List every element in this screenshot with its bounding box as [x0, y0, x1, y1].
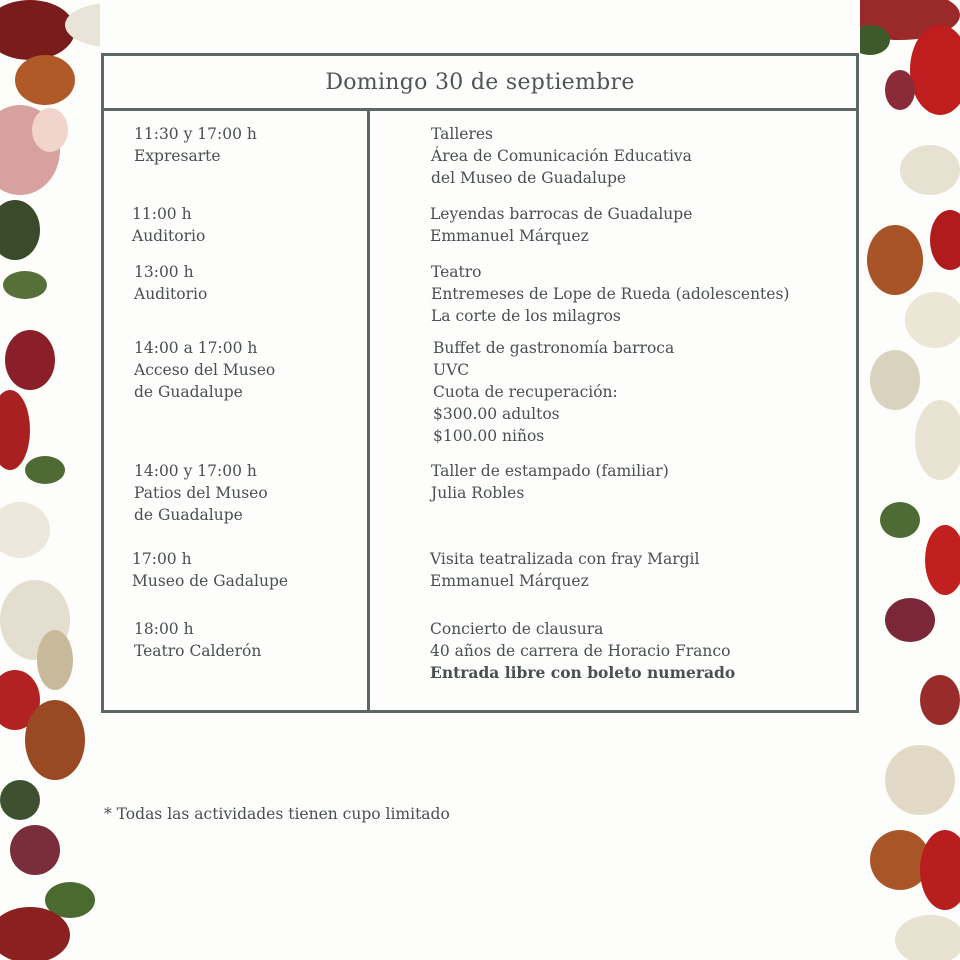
- event-detail: Teatro: [431, 263, 482, 281]
- event-detail: Taller de estampado (familiar): [431, 462, 669, 480]
- event-detail: Cuota de recuperación:: [433, 383, 618, 401]
- event-time: 14:00 y 17:00 h: [134, 462, 257, 480]
- event-highlight: Entrada libre con boleto numerado: [430, 663, 736, 682]
- schedule-table: [101, 53, 859, 713]
- event-place: de Guadalupe: [134, 383, 243, 401]
- event-place: Auditorio: [132, 227, 206, 245]
- event-detail: Visita teatralizada con fray Margil: [430, 550, 700, 568]
- event-detail: del Museo de Guadalupe: [431, 169, 627, 187]
- floral-border-left: [0, 0, 100, 960]
- event-time-place: [132, 203, 352, 247]
- event-time: 14:00 a 17:00 h: [134, 339, 258, 357]
- event-time-place: [134, 261, 354, 305]
- floral-border-right: [860, 0, 960, 960]
- schedule-title: Domingo 30 de septiembre: [104, 56, 856, 111]
- event-time-place: [132, 548, 352, 592]
- event-place: Teatro Calderón: [134, 642, 262, 660]
- event-time: 18:00 h: [134, 620, 194, 638]
- event-time-place: [134, 460, 354, 526]
- event-detail: $300.00 adultos: [433, 405, 560, 423]
- event-time-place: [134, 123, 354, 167]
- event-details: [431, 123, 851, 189]
- event-place: Museo de Gadalupe: [132, 572, 289, 590]
- event-place: Expresarte: [134, 147, 221, 165]
- event-detail: Emmanuel Márquez: [430, 572, 589, 590]
- event-details: [430, 548, 850, 592]
- event-details: [430, 203, 850, 247]
- event-place: Patios del Museo: [134, 484, 268, 502]
- event-detail: Emmanuel Márquez: [430, 227, 589, 245]
- event-detail: Área de Comunicación Educativa: [431, 147, 692, 165]
- event-detail: Concierto de clausura: [430, 620, 604, 638]
- event-detail: Leyendas barrocas de Guadalupe: [430, 205, 693, 223]
- event-place: Acceso del Museo: [134, 361, 276, 379]
- event-time: 17:00 h: [132, 550, 192, 568]
- column-divider: [367, 108, 370, 710]
- event-detail: Talleres: [431, 125, 493, 143]
- event-details: [430, 618, 850, 684]
- event-place: de Guadalupe: [134, 506, 243, 524]
- event-details: [431, 460, 851, 504]
- event-detail: La corte de los milagros: [431, 307, 621, 325]
- event-time: 11:30 y 17:00 h: [134, 125, 257, 143]
- event-detail: Julia Robles: [431, 484, 525, 502]
- event-time: 11:00 h: [132, 205, 192, 223]
- event-detail: Entremeses de Lope de Rueda (adolescentes): [431, 285, 790, 303]
- event-details: [431, 261, 851, 327]
- event-time-place: [134, 337, 354, 403]
- event-detail: Buffet de gastronomía barroca: [433, 339, 675, 357]
- event-place: Auditorio: [134, 285, 208, 303]
- event-detail: 40 años de carrera de Horacio Franco: [430, 642, 731, 660]
- event-details: [433, 337, 853, 447]
- event-detail: $100.00 niños: [433, 427, 545, 445]
- footnote: * Todas las actividades tienen cupo limitado: [104, 805, 450, 823]
- event-time-place: [134, 618, 354, 662]
- event-time: 13:00 h: [134, 263, 194, 281]
- event-detail: UVC: [433, 361, 470, 379]
